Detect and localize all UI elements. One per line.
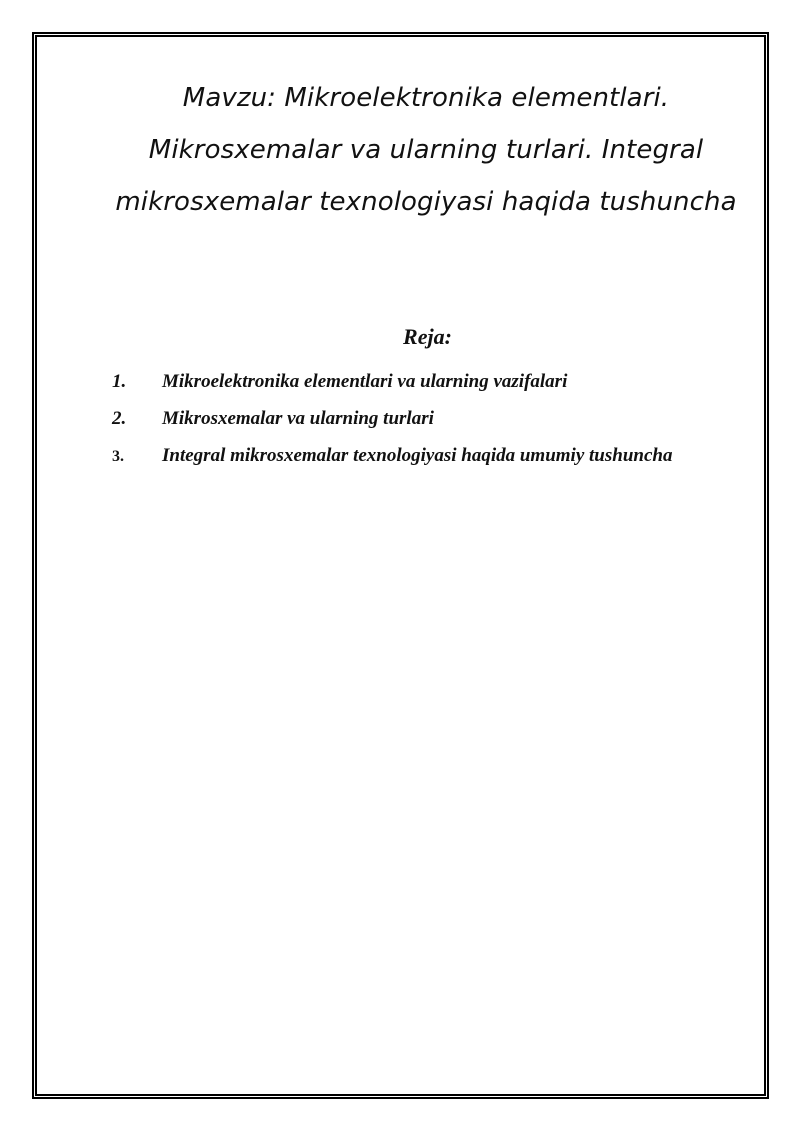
plan-item — [112, 440, 672, 477]
plan-item-text: Mikrosxemalar va ularning turlari — [162, 408, 434, 429]
plan-item — [112, 366, 672, 403]
plan-item — [112, 403, 672, 440]
plan-item-text: Mikroelektronika elementlari va ularning vazifalari — [162, 371, 568, 392]
plan-list — [112, 366, 672, 477]
title-line: Mavzu: Mikroelektronika elementlari. — [182, 83, 670, 113]
title-line: Mikrosxemalar va ularning turlari. Integral — [148, 135, 704, 165]
document-title — [60, 72, 792, 228]
title-line: mikrosxemalar texnologiyasi haqida tushuncha — [115, 187, 737, 217]
plan-item-number: 2. — [112, 408, 127, 429]
plan-item-number: 1. — [112, 371, 127, 392]
plan-item-number: 3. — [112, 448, 124, 465]
plan-heading: Reja: — [403, 324, 452, 349]
plan-item-text: Integral mikrosxemalar texnologiyasi haqida umumiy tushuncha — [162, 445, 673, 466]
